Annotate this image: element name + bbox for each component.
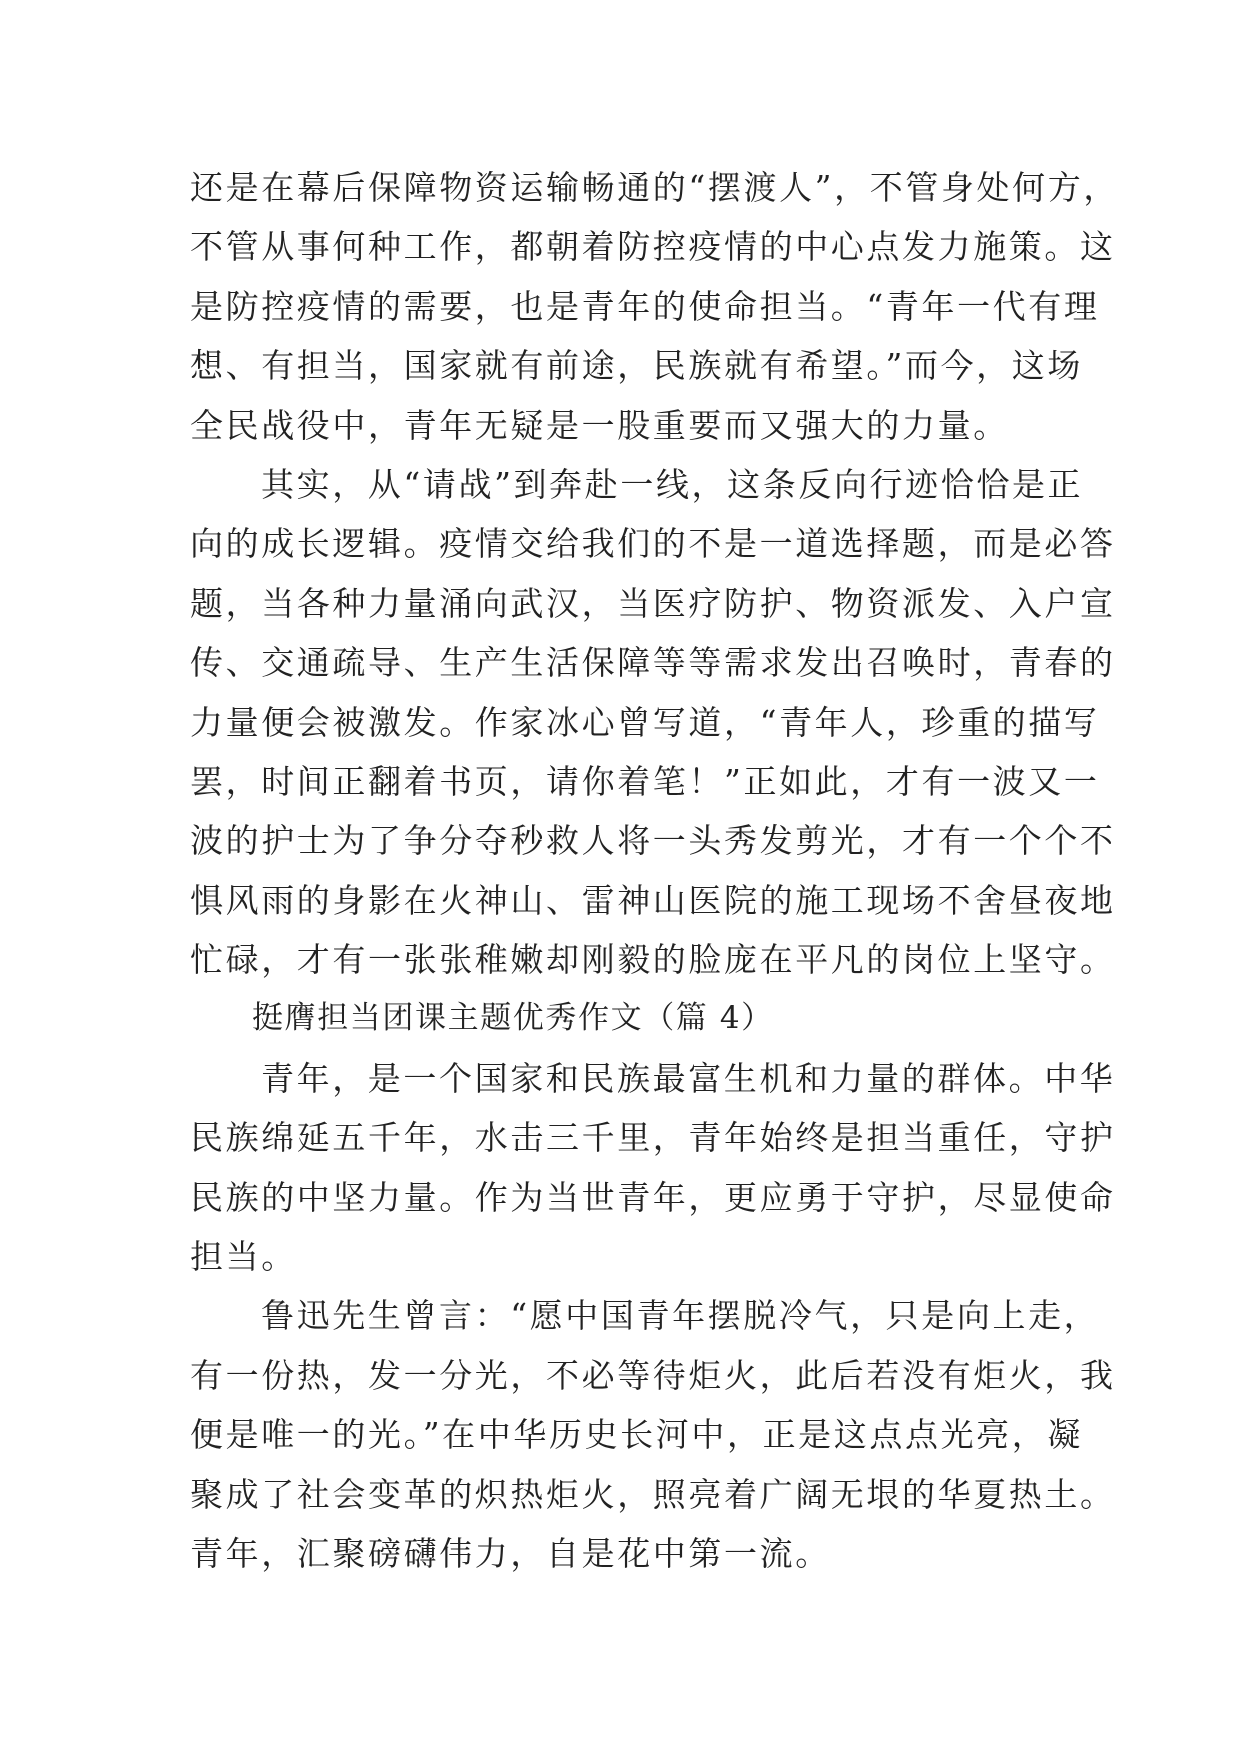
text-line: 不管从事何种工作，都朝着防控疫情的中心点发力施策。这	[190, 227, 1116, 267]
text-line: 题，当各种力量涌向武汉，当医疗防护、物资派发、入户宣	[190, 583, 1116, 623]
text-line: 波的护士为了争分夺秒救人将一头秀发剪光，才有一个个不	[190, 821, 1116, 861]
text-line: 惧风雨的身影在火神山、雷神山医院的施工现场不舍昼夜地	[190, 880, 1116, 920]
text-line: 还是在幕后保障物资运输畅通的“摆渡人”，不管身处何方，	[190, 168, 1119, 207]
text-line: 青年，汇聚磅礴伟力，自是花中第一流。	[190, 1533, 831, 1573]
text-line: 想、有担当，国家就有前途，民族就有希望。”而今，这场	[190, 346, 1083, 386]
text-line: 传、交通疏导、生产生活保障等等需求发出召唤时，青春的	[190, 643, 1116, 683]
text-line: 聚成了社会变革的炽热炬火，照亮着广阔无垠的华夏热土。	[190, 1474, 1116, 1514]
text-line: 力量便会被激发。作家冰心曾写道，“青年人，珍重的描写	[190, 702, 1100, 742]
text-line: 青年，是一个国家和民族最富生机和力量的群体。中华	[261, 1058, 1116, 1098]
text-line: 民族的中坚力量。作为当世青年，更应勇于守护，尽显使命	[190, 1177, 1116, 1217]
text-line: 忙碌，才有一张张稚嫩却刚毅的脸庞在平凡的岗位上坚守。	[190, 940, 1116, 980]
text-line: 是防控疫情的需要，也是青年的使命担当。“青年一代有理	[190, 286, 1100, 326]
text-line: 民族绵延五千年，水击三千里，青年始终是担当重任，守护	[190, 1118, 1116, 1158]
text-line: 便是唯一的光。”在中华历史长河中，正是这点点光亮，凝	[190, 1415, 1083, 1455]
text-line: 罢，时间正翻着书页，请你着笔！”正如此，才有一波又一	[190, 761, 1100, 801]
text-line: 向的成长逻辑。疫情交给我们的不是一道选择题，而是必答	[190, 524, 1116, 564]
text-line: 有一份热，发一分光，不必等待炬火，此后若没有炬火，我	[190, 1355, 1116, 1395]
text-line: 其实，从“请战”到奔赴一线，这条反向行迹恰恰是正	[261, 464, 1084, 504]
text-line: 全民战役中，青年无疑是一股重要而又强大的力量。	[190, 405, 1009, 445]
document-body	[190, 158, 1119, 1583]
text-line: 担当。	[190, 1237, 297, 1277]
text-line: 鲁迅先生曾言：“愿中国青年摆脱冷气，只是向上走，	[261, 1296, 1100, 1336]
section-heading: 挺膺担当团课主题优秀作文（篇 4）	[252, 1000, 774, 1037]
